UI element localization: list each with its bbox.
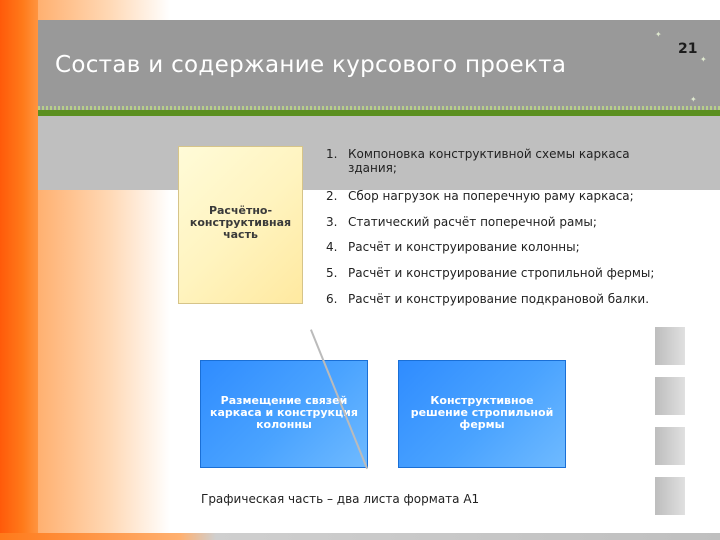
list-item-text: Расчёт и конструирование колонны;	[348, 240, 580, 254]
right-decorative-bar	[655, 377, 685, 415]
left-orange-band	[0, 0, 38, 540]
slide-number: 21	[678, 41, 698, 57]
sparkle-decoration: ✦	[700, 55, 707, 64]
graphic-part-caption: Графическая часть – два листа формата А1	[201, 492, 480, 506]
page-title: Состав и содержание курсового проекта	[55, 52, 567, 78]
list-item	[326, 266, 686, 280]
list-item-number: 5.	[326, 266, 338, 280]
project-contents-list	[326, 147, 686, 306]
list-item-text: Сбор нагрузок на поперечную раму каркаса;	[348, 189, 634, 203]
bottom-strip	[0, 533, 720, 540]
list-item-text: Статический расчёт поперечной рамы;	[348, 215, 597, 229]
list-item	[326, 147, 686, 175]
sparkle-decoration: ✦	[655, 30, 662, 39]
graphic-box-bracing-label: Размещение связей каркаса и конструкция колонны	[210, 394, 358, 431]
right-decorative-bar	[655, 477, 685, 515]
list-item-number: 3.	[326, 215, 338, 229]
right-decorative-bar	[655, 327, 685, 365]
sparkle-decoration: ✦	[690, 95, 697, 104]
list-item-text: Расчёт и конструирование стропильной фермы;	[348, 266, 655, 280]
list-item	[326, 215, 686, 229]
list-item-number: 6.	[326, 292, 338, 306]
list-item-text: Расчёт и конструирование подкрановой балки.	[348, 292, 650, 306]
list-item	[326, 292, 686, 306]
list-item-number: 4.	[326, 240, 338, 254]
list-item-number: 1.	[326, 147, 338, 161]
calc-section-label: Расчётно- конструктивная часть	[189, 204, 292, 241]
list-item-text: Компоновка конструктивной схемы каркаса здания;	[348, 147, 630, 175]
list-item-number: 2.	[326, 189, 338, 203]
right-decorative-bar	[655, 427, 685, 465]
list-item	[326, 240, 686, 254]
list-item	[326, 189, 686, 203]
graphic-box-truss-label: Конструктивное решение стропильной фермы	[410, 394, 554, 431]
